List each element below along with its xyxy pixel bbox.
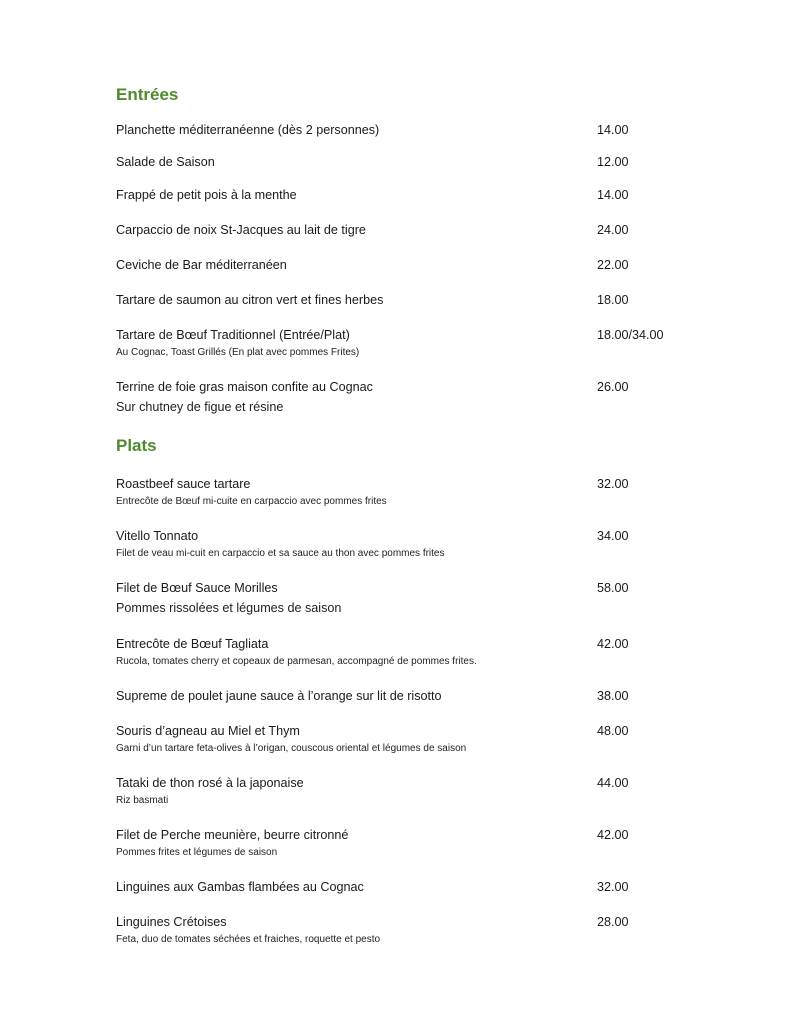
item-price: 48.00 bbox=[597, 724, 629, 738]
menu-item bbox=[116, 122, 716, 138]
item-name: Frappé de petit pois à la menthe bbox=[116, 188, 297, 202]
item-price: 58.00 bbox=[597, 581, 629, 595]
menu-item bbox=[116, 379, 716, 415]
item-price: 38.00 bbox=[597, 689, 629, 703]
item-name: Filet de Perche meunière, beurre citronné bbox=[116, 828, 349, 842]
item-name: Ceviche de Bar méditerranéen bbox=[116, 258, 287, 272]
menu-item bbox=[116, 879, 716, 895]
menu-item bbox=[116, 528, 716, 561]
item-name: Carpaccio de noix St-Jacques au lait de tigre bbox=[116, 223, 366, 237]
item-description: Rucola, tomates cherry et copeaux de parmesan, accompagné de pommes frites. bbox=[116, 656, 477, 667]
item-name: Supreme de poulet jaune sauce à l’orange sur lit de risotto bbox=[116, 689, 442, 703]
item-price: 44.00 bbox=[597, 776, 629, 790]
item-price: 34.00 bbox=[597, 529, 629, 543]
item-price: 32.00 bbox=[597, 880, 629, 894]
menu-item bbox=[116, 914, 716, 947]
item-name: Vitello Tonnato bbox=[116, 529, 199, 543]
menu-item bbox=[116, 775, 716, 808]
item-description: Feta, duo de tomates séchées et fraiches, roquette et pesto bbox=[116, 934, 381, 945]
menu-item bbox=[116, 327, 716, 360]
item-description: Au Cognac, Toast Grillés (En plat avec pommes Frites) bbox=[116, 347, 360, 358]
item-description: Filet de veau mi-cuit en carpaccio et sa sauce au thon avec pommes frites bbox=[116, 548, 445, 559]
item-price: 42.00 bbox=[597, 637, 629, 651]
item-description: Riz basmati bbox=[116, 795, 169, 806]
item-name: Roastbeef sauce tartare bbox=[116, 477, 251, 491]
item-name: Tartare de Bœuf Traditionnel (Entrée/Plat) bbox=[116, 328, 350, 342]
item-description: Entrecôte de Bœuf mi-cuite en carpaccio avec pommes frites bbox=[116, 496, 387, 507]
item-price: 28.00 bbox=[597, 915, 629, 929]
menu-item bbox=[116, 636, 716, 669]
item-name: Tartare de saumon au citron vert et fines herbes bbox=[116, 293, 384, 307]
menu-item bbox=[116, 476, 716, 509]
menu-item bbox=[116, 688, 716, 704]
item-price: 42.00 bbox=[597, 828, 629, 842]
section-title-entrees: Entrées bbox=[116, 85, 179, 104]
menu-item bbox=[116, 222, 716, 238]
menu-item bbox=[116, 827, 716, 860]
item-price: 18.00 bbox=[597, 293, 629, 307]
item-name: Linguines Crétoises bbox=[116, 915, 227, 929]
item-name: Tataki de thon rosé à la japonaise bbox=[116, 776, 304, 790]
item-price: 12.00 bbox=[597, 155, 629, 169]
menu-item bbox=[116, 257, 716, 273]
item-name: Salade de Saison bbox=[116, 155, 215, 169]
item-description: Sur chutney de figue et résine bbox=[116, 400, 284, 414]
item-name: Souris d’agneau au Miel et Thym bbox=[116, 724, 300, 738]
item-price: 26.00 bbox=[597, 380, 629, 394]
item-price: 32.00 bbox=[597, 477, 629, 491]
item-price: 24.00 bbox=[597, 223, 629, 237]
item-price: 14.00 bbox=[597, 188, 629, 202]
menu-item bbox=[116, 723, 716, 756]
section-title-plats: Plats bbox=[116, 436, 157, 455]
item-name: Terrine de foie gras maison confite au Cognac bbox=[116, 380, 373, 394]
item-name: Filet de Bœuf Sauce Morilles bbox=[116, 581, 278, 595]
menu-item bbox=[116, 154, 716, 170]
item-name: Entrecôte de Bœuf Tagliata bbox=[116, 637, 269, 651]
item-description: Garni d’un tartare feta-olives à l’origan, couscous oriental et légumes de saison bbox=[116, 743, 467, 754]
item-description: Pommes rissolées et légumes de saison bbox=[116, 601, 342, 615]
item-name: Linguines aux Gambas flambées au Cognac bbox=[116, 880, 364, 894]
item-name: Planchette méditerranéenne (dès 2 personnes) bbox=[116, 123, 380, 137]
item-price: 18.00/34.00 bbox=[597, 328, 664, 342]
menu-item bbox=[116, 580, 716, 616]
menu-item bbox=[116, 292, 716, 308]
menu-item bbox=[116, 187, 716, 203]
item-price: 22.00 bbox=[597, 258, 629, 272]
item-price: 14.00 bbox=[597, 123, 629, 137]
item-description: Pommes frites et légumes de saison bbox=[116, 847, 278, 858]
